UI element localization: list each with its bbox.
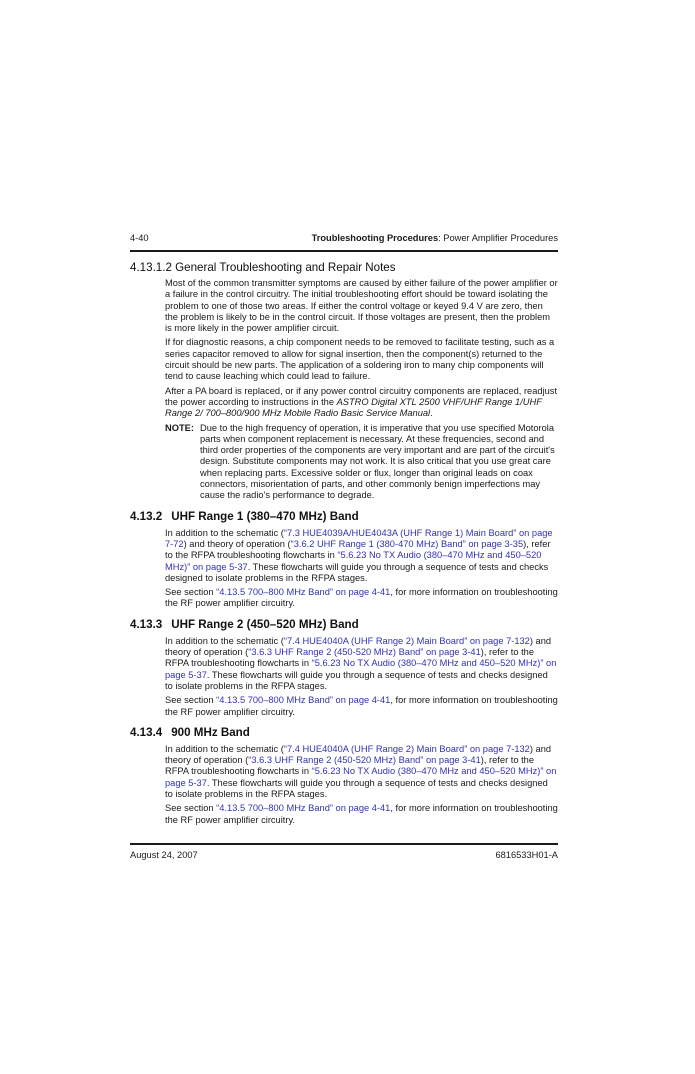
section-title: 900 MHz Band (171, 725, 250, 739)
document-sections (130, 261, 558, 826)
text-run: See section (165, 587, 217, 598)
header-chapter-title (312, 233, 558, 244)
page-content (130, 233, 558, 829)
section-title: UHF Range 1 (380–470 MHz) Band (171, 509, 359, 523)
text-run: ) and theory of operation ( (165, 743, 552, 766)
cross-reference-link[interactable]: “4.13.5 700–800 MHz Band” on page 4-41 (216, 587, 391, 598)
text-run: ), refer to the RFPA troubleshooting flowcharts in (165, 755, 535, 777)
cross-reference-link[interactable]: “5.6.23 No TX Audio (380–470 MHz and 450–520 MHz)” on page 5-37 (165, 658, 557, 680)
cross-reference-link[interactable]: “7.3 HUE4039A/HUE4043A (UHF Range 1) Main Board” on page 7-72 (165, 527, 553, 549)
running-header (130, 233, 558, 252)
cross-reference-link[interactable]: “3.6.3 UHF Range 2 (450-520 MHz) Band” on page 3-41 (248, 647, 481, 658)
text-run: . These flowcharts will guide you through a sequence of tests and checks designed to isolate problems in the RFPA stages. (165, 669, 548, 691)
section-heading (130, 726, 558, 740)
section-heading (130, 618, 558, 632)
footer-date: August 24, 2007 (130, 850, 198, 860)
cross-reference-link[interactable]: “5.6.23 No TX Audio (380–470 MHz and 450–520 MHz)” on page 5-37 (165, 766, 557, 788)
text-run: In addition to the schematic ( (165, 743, 284, 754)
paragraph (165, 636, 558, 692)
section-number: 4.13.3 (130, 617, 163, 631)
paragraph (165, 386, 558, 420)
header-chapter-bold: Troubleshooting Procedures (311, 233, 439, 243)
text-run: After a PA board is replaced, or if any power control circuitry components are replaced, readjust the power according to instructions in the (165, 385, 558, 407)
section-4-13-4 (130, 726, 558, 826)
text-run: . These flowcharts will guide you through a sequence of tests and checks designed to isolate problems in the RFPA stages. (165, 777, 548, 799)
paragraph (165, 528, 558, 584)
section-heading (130, 510, 558, 524)
cross-reference-link[interactable]: “4.13.5 700–800 MHz Band” on page 4-41 (216, 695, 391, 706)
text-run: ) and theory of operation ( (183, 538, 291, 549)
cross-reference-link[interactable]: “4.13.5 700–800 MHz Band” on page 4-41 (216, 803, 391, 814)
note-paragraph (165, 423, 558, 502)
header-page-number: 4-40 (130, 233, 149, 243)
paragraph (165, 803, 558, 826)
text-run: In addition to the schematic ( (165, 635, 284, 646)
paragraph (165, 695, 558, 718)
section-number: 4.13.2 (130, 509, 163, 523)
cross-reference-link[interactable]: “3.6.3 UHF Range 2 (450-520 MHz) Band” on page 3-41 (248, 755, 481, 766)
section-4-13-1-2 (130, 261, 558, 502)
cross-reference-link[interactable]: “7.4 HUE4040A (UHF Range 2) Main Board” on page 7-132 (283, 635, 530, 646)
paragraph: If for diagnostic reasons, a chip component needs to be removed to facilitate testing, such as a series capacitor removed to allow for signal insertion, then the component(s) returned to the circuit should be new parts. The application of a soldering iron to many chip components will tend to cause leaching which could lead to failure. (165, 337, 555, 382)
text-run: . (430, 408, 433, 419)
text-run: ), refer to the RFPA troubleshooting flowcharts in (165, 538, 551, 561)
cross-reference-link[interactable]: “5.6.23 No TX Audio (380–470 MHz and 450–520 MHz)” on page 5-37 (165, 550, 542, 572)
text-run: ), refer to the RFPA troubleshooting flowcharts in (165, 647, 535, 669)
paragraph (165, 587, 558, 610)
section-title: UHF Range 2 (450–520 MHz) Band (171, 617, 359, 631)
running-footer (130, 843, 558, 861)
text-run: . These flowcharts will guide you through a sequence of tests and checks designed to isolate problems in the RFPA stages. (165, 561, 549, 583)
paragraph (165, 744, 558, 800)
note-text: Due to the high frequency of operation, it is imperative that you use specified Motorola parts when component replacement is necessary. At these frequencies, second and third order properties of the components are very important and are part of the circuit's design. Substitute components may not work. It is also critical that you use great care when replacing parts. Excessive solder or flux, longer than original leads on coax connectors, misorientation of parts, and other commonly benign imperfections may cause the radio's performance to degrade. (200, 422, 555, 501)
italic-text-run: ASTRO Digital XTL 2500 VHF/UHF Range 1/UHF Range 2/ 700–800/900 MHz Mobile Radio Basic Service Manual (165, 396, 542, 419)
text-run: , for more information on troubleshooting the RF power amplifier circuitry. (165, 803, 558, 825)
note-label: NOTE: (165, 422, 194, 433)
header-chapter-rest: : Power Amplifier Procedures (438, 233, 558, 243)
section-4-13-2 (130, 510, 558, 610)
text-run: See section (165, 803, 217, 814)
paragraph: Most of the common transmitter symptoms are caused by either failure of the power amplifier or a failure in the control circuitry. The initial troubleshooting effort should be toward isolating the problem to one of those two areas. If either the control voltage or keyed 9.4 V are zero, then the problem is likely to be in the control circuit. If those voltages are present, then the problem is more likely in the power amplifier circuit. (165, 278, 558, 334)
text-run: ) and theory of operation ( (165, 635, 552, 658)
section-4-13-3 (130, 618, 558, 718)
text-run: , for more information on troubleshooting the RF power amplifier circuitry. (165, 587, 558, 609)
section-number: 4.13.4 (130, 725, 163, 739)
section-heading: 4.13.1.2 General Troubleshooting and Repair Notes (130, 261, 396, 274)
text-run: In addition to the schematic ( (165, 527, 284, 538)
text-run: , for more information on troubleshooting the RF power amplifier circuitry. (165, 695, 558, 717)
cross-reference-link[interactable]: “7.4 HUE4040A (UHF Range 2) Main Board” on page 7-132 (283, 743, 530, 754)
text-run: See section (165, 695, 217, 706)
cross-reference-link[interactable]: “3.6.2 UHF Range 1 (380-470 MHz) Band” on page 3-35 (290, 538, 524, 549)
footer-doc-number: 6816533H01-A (495, 850, 558, 860)
